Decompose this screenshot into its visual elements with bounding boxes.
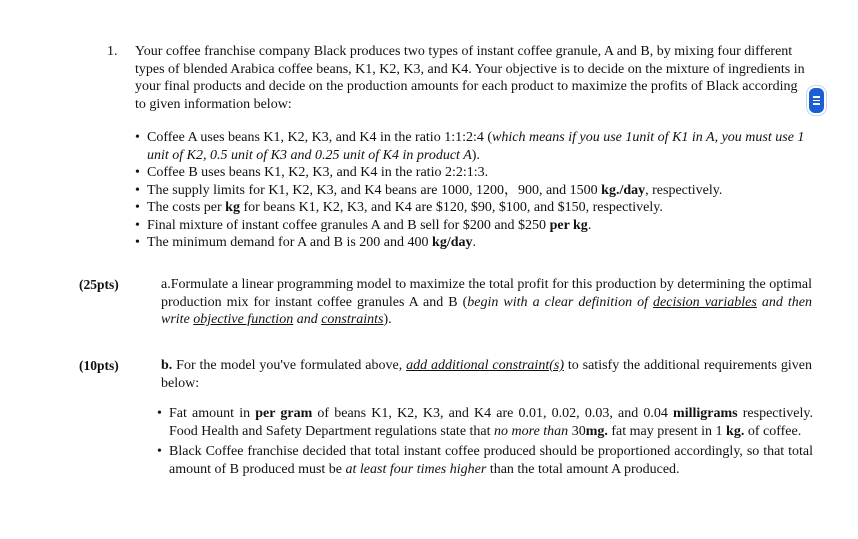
text: Coffee B uses beans K1, K2, K3, and K4 in the ratio 2:2:1:3.: [147, 165, 489, 180]
list-item: [135, 234, 815, 252]
italic-text: no more than: [494, 423, 569, 439]
list-item: [135, 217, 815, 235]
bold-text: per kg: [549, 217, 588, 233]
text: The supply limits for K1, K2, K3, and K4 beans are 1000, 1200，900, and 1500: [147, 182, 602, 198]
scrollbar-thumb-icon[interactable]: [807, 86, 826, 115]
bold-text: milligrams: [673, 406, 738, 421]
italic-text: and: [293, 312, 322, 327]
text: Black Coffee franchise decided that total instant coffee produced should be proportioned accordingly, so that total amount of B produced must be: [169, 444, 813, 477]
text: .: [472, 235, 476, 250]
grip-line: [813, 96, 820, 98]
text: a.Formulate a linear programming model to maximize the total profit for this production by determining the optimal production mix for instant coffee granules A and B (: [161, 277, 812, 310]
text: .: [587, 217, 592, 233]
text: than the total amount A produced.: [486, 461, 680, 477]
text: of coffee.: [744, 423, 802, 439]
list-item: [135, 164, 815, 182]
given-information-list: [135, 129, 815, 252]
text: ).: [471, 147, 480, 163]
underlined-text: objective function: [193, 312, 294, 327]
list-item: [135, 129, 815, 164]
part-b-points: (10pts): [79, 358, 119, 373]
bold-text: kg: [225, 200, 240, 215]
text: Fat amount in: [169, 406, 256, 421]
italic-text: at least four times higher: [345, 461, 487, 477]
text: For the model you've formulated above,: [172, 358, 407, 373]
part-b-question: [161, 357, 812, 392]
underlined-text: decision variables: [653, 294, 757, 310]
italic-text: and then write: [161, 294, 812, 327]
text: , respectively.: [645, 182, 723, 198]
text: Coffee A uses beans K1, K2, K3, and K4 in the ratio 1:1:2:4 (: [147, 130, 493, 145]
italic-text: begin with a clear definition of: [467, 294, 654, 310]
text: ).: [383, 312, 392, 327]
text: 30: [568, 423, 586, 439]
grip-line: [813, 100, 820, 102]
text: Final mixture of instant coffee granules A and B sell for $200 and $250: [147, 217, 550, 233]
bold-text: mg.: [585, 423, 608, 439]
part-a-points: (25pts): [79, 277, 119, 292]
underlined-text: constraints: [321, 312, 384, 327]
list-item: [135, 182, 815, 200]
list-item: [157, 405, 813, 440]
question-intro: Your coffee franchise company Black produces two types of instant coffee granule, A and B, by mixing four different types of blended Arabica coffee beans, K1, K2, K3, and K4. Your objective is to decide on the mixture of ingredients in your final products and decide on the production amounts for each product to maximize the profits of Black according to given information below:: [135, 44, 805, 112]
bold-text: kg/day: [432, 235, 473, 250]
text: respectively. Food Health and Safety Department regulations state that: [169, 406, 813, 439]
text: of beans K1, K2, K3, and K4 are 0.01, 0.02, 0.03, and 0.04: [312, 406, 674, 421]
underlined-text: add additional constraint(s): [406, 358, 564, 373]
text: The costs per: [147, 200, 226, 215]
text: fat may present in 1: [607, 423, 727, 439]
bold-text: per gram: [255, 406, 313, 421]
grip-line: [813, 103, 820, 105]
bold-text: kg./day: [601, 182, 646, 198]
part-a-question: [161, 276, 812, 329]
text: to satisfy the additional requirements given below:: [161, 358, 812, 391]
list-item: [135, 199, 815, 217]
part-label: b.: [161, 358, 173, 373]
list-item: [157, 443, 813, 478]
italic-text: which means if you use 1unit of K1 in A, you must use 1 unit of K2, 0.5 unit of K3 and 0.25 unit of K4 in product A: [147, 130, 805, 163]
bold-text: kg.: [726, 423, 745, 439]
text: for beans K1, K2, K3, and K4 are $120, $90, $100, and $150, respectively.: [239, 200, 663, 215]
question-number: 1.: [107, 44, 118, 59]
text: The minimum demand for A and B is 200 and 400: [147, 235, 433, 250]
additional-requirements-list: [157, 405, 813, 481]
